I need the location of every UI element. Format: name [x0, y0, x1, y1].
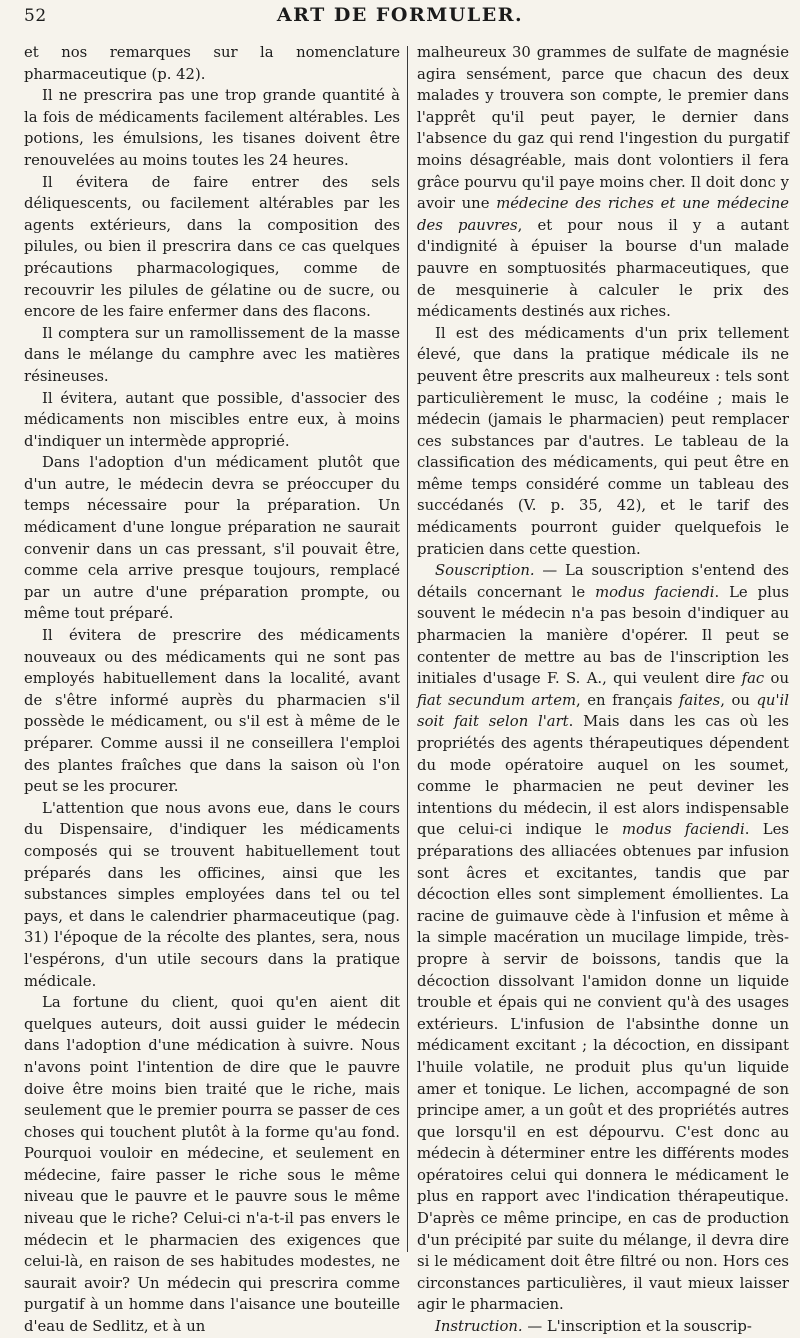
paragraph: Dans l'adoption d'un médicament plutôt que d'un autre, le médecin devra se préoccuper du temps nécessaire pour la préparation. Un médicament d'une longue préparation ne saurait convenir dans un cas pressant, s'il pouvait être, comme cela arrive presque toujours, remplacé par un autre d'une préparation prompte, ou même tout préparé.	[24, 454, 400, 623]
paragraph	[417, 560, 789, 1316]
paragraph: L'attention que nous avons eue, dans le cours du Dispensaire, d'indiquer les médicaments composés qui se trouvent habituellement tout préparés dans les officines, ainsi que les substances simples employées dans tel ou tel pays, et dans le calendrier pharmaceutique (pag. 31) l'époque de la récolte des plantes, sera, nous l'espérons, d'un utile secours dans la pratique médicale.	[24, 799, 400, 990]
text-run: malheureux 30 grammes de sulfate de magnésie agira sensément, parce que chacun des deux malades y trouvera son compte, le premier dans l'apprêt qu'il peut payer, le dernier dans l'absence du gaz qui rend l'ingestion du purgatif moins désagréable, mais dont volontiers il fera grâce pourvu qu'il paye moins cher. Il doit donc y avoir une	[417, 44, 789, 213]
paragraph: Il ne prescrira pas une trop grande quantité à la fois de médicaments facilement altérables. Les potions, les émulsions, les tisanes doivent être renouvelées au moins toutes les 24 heures.	[24, 87, 400, 169]
italic-text: qu'il soit fait selon l'art	[417, 691, 789, 731]
text-run: . Les préparations des alliacées obtenues par infusion sont âcres et excitantes, tandis que par décoction elles sont simplement émollientes. La racine de guimauve cède à l'infusion et même à la simple macération un mucilage limpide, très-propre à servir de boissons, tandis que la décoction dissolvant l'amidon donne un liquide trouble et épais qui ne convient qu'à des usages extérieurs. L'infusion de l'absinthe donne un médicament excitant ; la décoction, en dissipant l'huile volatile, ne produit plus qu'un liquide amer et tonique. Le lichen, accompagné de son principe amer, a un goût et des propriétés autres que lorsqu'il en est dépourvu. C'est donc au médecin à déterminer entre les différents modes opératoires celui qui donnera le médicament le plus en rapport avec l'indication thérapeutique. D'après ce même principe, en cas de production d'un précipité par suite du mélange, il devra dire si le médicament doit être filtré ou non. Hors ces circonstances particulières, il vaut mieux laisser agir le pharmacien.	[417, 821, 789, 1314]
page-number: 52	[24, 6, 47, 26]
text-run: — L'inscription et la souscrip-	[522, 1318, 752, 1336]
text-run: , ou	[720, 691, 757, 709]
italic-text: modus faciendi	[595, 583, 715, 601]
italic-text: fiat secundum artem	[417, 691, 577, 709]
text-run: , et pour nous il y a autant d'indignité à épuiser la bourse d'un malade pauvre en somptuosités pharmaceutiques, que de mesquinerie à calculer le prix des médicaments destinés aux riches.	[417, 216, 789, 321]
paragraph: Il évitera, autant que possible, d'associer des médicaments non miscibles entre eux, à moins d'indiquer un intermède approprié.	[24, 389, 400, 450]
paragraph: La fortune du client, quoi qu'en aient dit quelques auteurs, doit aussi guider le médecin dans l'adoption d'une médication à suivre. Nous n'avons point l'intention de dire que le pauvre doive être moins bien traité que le riche, mais seulement que le premier pourra se passer de ces choses qui touchent plutôt à la forme qu'au fond. Pourquoi vouloir en médecine, et seulement en médecine, faire passer le riche sous le même niveau que le pauvre et le pauvre sous le même niveau que le riche? Celui-ci n'a-t-il pas envers le médecin et le pharmacien des exigences que celui-là, en raison de ses habitudes modestes, ne saurait avoir? Un médecin qui prescrira comme purgatif à un homme dans l'aisance une bouteille d'eau de Sedlitz, et à un	[24, 994, 400, 1336]
paragraph: Il est des médicaments d'un prix tellement élevé, que dans la pratique médicale ils ne peuvent être prescrits aux malheureux : tels sont particulièrement le musc, la codéine ; mais le médecin (jamais le pharmacien) peut remplacer ces substances par d'autres. Le tableau de la classification des médicaments, qui peut être en même temps considéré comme un tableau des succédanés (V. p. 35, 42), et le tarif des médicaments pourront guider quelquefois le praticien dans cette question.	[417, 324, 789, 558]
italic-text: fac	[741, 670, 765, 688]
section-heading-instruction: Instruction.	[435, 1318, 523, 1336]
paragraph: Il évitera de prescrire des médicaments nouveaux ou des médicaments qui ne sont pas employés habituellement dans la localité, avant de s'être informé auprès du pharmacien s'il possède le médicament, ou s'il est à même de le préparer. Comme aussi il ne conseillera l'emploi des plantes fraîches que dans la saison où l'on peut se les procurer.	[24, 627, 400, 796]
text-run: ou	[764, 670, 789, 688]
paragraph: Il évitera de faire entrer des sels déliquescents, ou facilement altérables par les agents extérieurs, dans la composition des pilules, ou bien il prescrira dans ce cas quelques précautions pharmacologiques, comme de recouvrir les pilules de gélatine ou de sucre, ou encore de les faire enfermer dans des flacons.	[24, 173, 400, 321]
paragraph	[417, 42, 789, 323]
column-divider	[407, 46, 408, 1252]
paragraph: et nos remarques sur la nomenclature pharmaceutique (p. 42).	[24, 44, 400, 83]
text-run: . Mais dans les cas où les propriétés des agents thérapeutiques dépendent du mode opératoire auquel on les soumet, comme le pharmacien ne peut deviner les intentions du médecin, il est alors indispensable que celui-ci indique le	[417, 713, 789, 839]
paragraph: Il comptera sur un ramollissement de la masse dans le mélange du camphre avec les matières résineuses.	[24, 324, 400, 385]
italic-text: modus faciendi	[622, 821, 745, 839]
paragraph	[417, 1316, 789, 1338]
running-title: ART DE FORMULER.	[276, 4, 524, 26]
right-column	[417, 42, 789, 1338]
left-column	[24, 42, 400, 1338]
text-run: . Le plus souvent le médecin n'a pas besoin d'indiquer au pharmacien la manière d'opérer. Il peut se contenter de mettre au bas de l'inscription les initiales d'usage F. S. A., qui veulent dire	[417, 583, 789, 688]
italic-text: faites	[678, 691, 721, 709]
text-run: — La souscription s'entend des détails concernant le	[417, 562, 789, 601]
italic-text: médecine des riches et une médecine des pauvres	[417, 195, 789, 234]
text-run: , en français	[576, 691, 679, 709]
section-heading-souscription: Souscription.	[435, 562, 535, 580]
